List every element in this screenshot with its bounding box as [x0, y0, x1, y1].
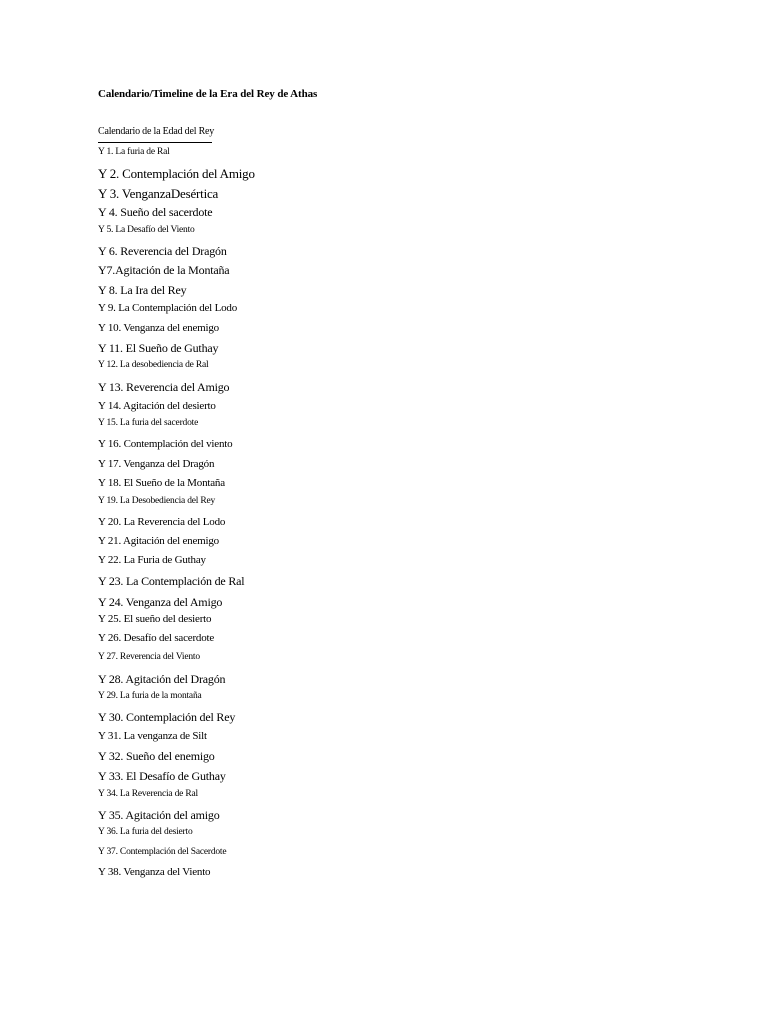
calendar-entry: Y 37. Contemplación del Sacerdote	[98, 847, 227, 857]
calendar-entry: Y 38. Venganza del Viento	[98, 866, 211, 878]
calendar-entry: Y 32. Sueño del enemigo	[98, 749, 215, 763]
calendar-entry: Y 14. Agitación del desierto	[98, 400, 216, 412]
calendar-entry: Y 34. La Reverencia de Ral	[98, 789, 198, 799]
calendar-entry: Y 9. La Contemplación del Lodo	[98, 302, 238, 314]
document-title: Calendario/Timeline de la Era del Rey de Athas	[98, 88, 318, 100]
calendar-entry: Y 29. La furia de la montaña	[98, 691, 202, 701]
calendar-entry: Y 19. La Desobediencia del Rey	[98, 496, 216, 506]
calendar-entry: Y 16. Contemplación del viento	[98, 438, 233, 450]
calendar-entry: Y7.Agitación de la Montaña	[98, 263, 230, 277]
calendar-entry: Y 2. Contemplación del Amigo	[98, 166, 255, 181]
calendar-entry: Y 23. La Contemplación de Ral	[98, 574, 245, 588]
calendar-entry: Y 21. Agitación del enemigo	[98, 535, 219, 547]
calendar-entry: Y 35. Agitación del amigo	[98, 808, 220, 822]
calendar-entry: Y 10. Venganza del enemigo	[98, 322, 219, 334]
calendar-entry: Y 12. La desobediencia de Ral	[98, 360, 209, 370]
calendar-entry: Y 30. Contemplación del Rey	[98, 710, 236, 724]
calendar-entry: Y 22. La Furia de Guthay	[98, 554, 206, 566]
section-heading: Calendario de la Edad del Rey	[98, 126, 215, 137]
calendar-entry: Y 20. La Reverencia del Lodo	[98, 516, 226, 528]
calendar-entry: Y 17. Venganza del Dragón	[98, 458, 215, 470]
calendar-entry-list	[98, 0, 698, 1024]
calendar-entry: Y 1. La furia de Ral	[98, 147, 170, 157]
calendar-entry: Y 3. VenganzaDesértica	[98, 186, 219, 201]
calendar-entry: Y 5. La Desafío del Viento	[98, 225, 195, 235]
calendar-entry: Y 31. La venganza de Silt	[98, 730, 207, 742]
calendar-entry: Y 13. Reverencia del Amigo	[98, 380, 230, 394]
calendar-entry: Y 4. Sueño del sacerdote	[98, 205, 213, 219]
calendar-entry: Y 15. La furia del sacerdote	[98, 418, 199, 428]
calendar-entry: Y 36. La furia del desierto	[98, 827, 193, 837]
calendar-entry: Y 33. El Desafío de Guthay	[98, 769, 226, 783]
calendar-entry: Y 18. El Sueño de la Montaña	[98, 477, 225, 489]
calendar-entry: Y 28. Agitación del Dragón	[98, 672, 226, 686]
calendar-entry: Y 6. Reverencia del Dragón	[98, 244, 227, 258]
calendar-entry: Y 25. El sueño del desierto	[98, 613, 212, 625]
calendar-entry: Y 26. Desafío del sacerdote	[98, 632, 215, 644]
calendar-entry: Y 11. El Sueño de Guthay	[98, 341, 219, 355]
calendar-entry: Y 8. La Ira del Rey	[98, 283, 187, 297]
calendar-entry: Y 24. Venganza del Amigo	[98, 595, 223, 609]
calendar-entry: Y 27. Reverencia del Viento	[98, 652, 200, 662]
